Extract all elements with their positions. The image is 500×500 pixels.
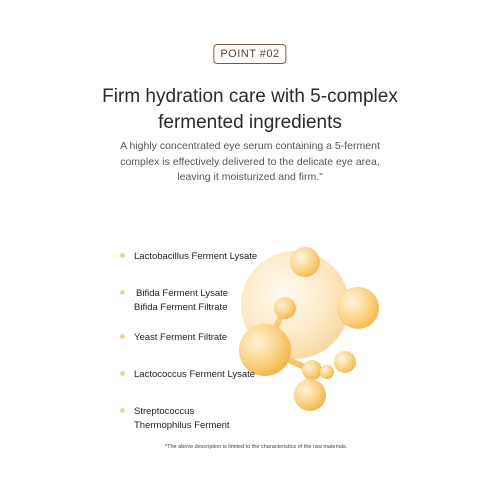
ingredient-name: Yeast Ferment Filtrate xyxy=(134,332,228,343)
description xyxy=(0,139,500,186)
description-line-1: A highly concentrated eye serum containing a 5-ferment xyxy=(120,140,380,152)
footnote: *The above description is limited to the characteristics of the raw materials. xyxy=(165,444,348,450)
bullet-dot-icon xyxy=(120,290,125,295)
small-sphere-right xyxy=(334,351,356,373)
ingredient-name: Thermophilus Ferment xyxy=(134,420,230,431)
molecule-illustration xyxy=(230,240,390,420)
description-line-2: complex is effectively delivered to the delicate eye area, xyxy=(120,155,380,168)
ingredient-name: Lactobacillus Ferment Lysate xyxy=(134,251,258,262)
top-sphere xyxy=(290,247,320,277)
headline-line-2: fermented ingredients xyxy=(158,112,342,133)
right-sphere xyxy=(337,287,379,329)
node-right xyxy=(302,360,322,380)
description-line-3: leaving it moisturized and firm.” xyxy=(177,171,323,183)
ingredient-name: Lactococcus Ferment Lysate xyxy=(134,369,256,380)
node-top xyxy=(274,297,296,319)
node-bottom xyxy=(294,379,326,411)
bullet-dot-icon xyxy=(120,253,125,258)
node-end xyxy=(320,365,334,379)
ingredient-name: Bifida Ferment Filtrate xyxy=(134,302,228,313)
bullet-dot-icon xyxy=(120,334,125,339)
ingredient-name: Bifida Ferment Lysate xyxy=(136,288,229,299)
headline xyxy=(0,84,500,136)
headline-line-1: Firm hydration care with 5-complex xyxy=(102,86,398,107)
ingredient-name: Streptococcus xyxy=(134,406,195,417)
point-badge: POINT #02 xyxy=(213,44,286,64)
bullet-dot-icon xyxy=(120,408,125,413)
bullet-dot-icon xyxy=(120,371,125,376)
